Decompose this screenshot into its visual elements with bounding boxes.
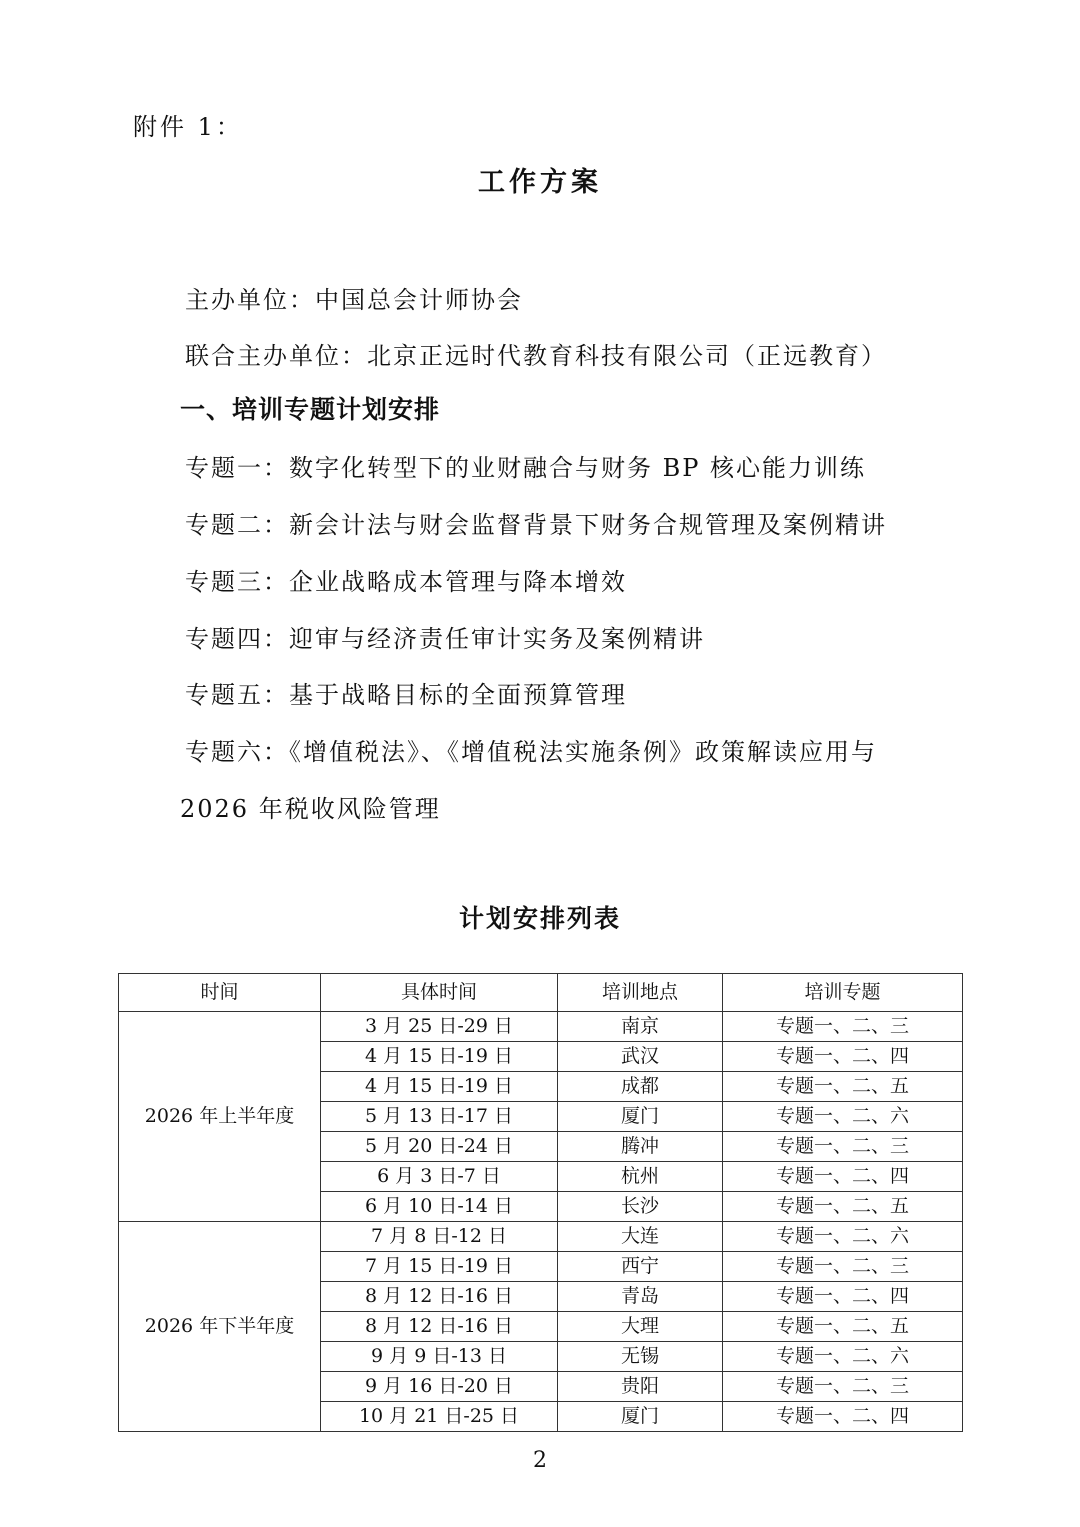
topics-cell: 专题一、二、五 bbox=[723, 1312, 963, 1342]
topic-4: 专题四：迎审与经济责任审计实务及案例精讲 bbox=[185, 625, 705, 653]
schedule-table bbox=[118, 973, 963, 1432]
location-cell: 贵阳 bbox=[558, 1372, 723, 1402]
topics-cell: 专题一、二、六 bbox=[723, 1222, 963, 1252]
location-cell: 杭州 bbox=[558, 1162, 723, 1192]
topic-2: 专题二：新会计法与财会监督背景下财务合规管理及案例精讲 bbox=[185, 511, 887, 539]
dates-cell: 9 月 9 日-13 日 bbox=[321, 1342, 558, 1372]
dates-cell: 3 月 25 日-29 日 bbox=[321, 1012, 558, 1042]
location-cell: 厦门 bbox=[558, 1402, 723, 1432]
attachment-label: 附件 1： bbox=[133, 113, 243, 141]
dates-cell: 10 月 21 日-25 日 bbox=[321, 1402, 558, 1432]
topic-6-continued: 2026 年税收风险管理 bbox=[180, 795, 441, 823]
table-row bbox=[119, 1012, 963, 1042]
topic-5: 专题五：基于战略目标的全面预算管理 bbox=[185, 681, 627, 709]
topics-cell: 专题一、二、三 bbox=[723, 1372, 963, 1402]
table-header-row bbox=[119, 974, 963, 1012]
header-location: 培训地点 bbox=[558, 974, 723, 1012]
topic-3: 专题三：企业战略成本管理与降本增效 bbox=[185, 568, 627, 596]
document-title: 工作方案 bbox=[478, 167, 602, 198]
location-cell: 青岛 bbox=[558, 1282, 723, 1312]
topics-cell: 专题一、二、四 bbox=[723, 1162, 963, 1192]
organizer: 主办单位：中国总会计师协会 bbox=[185, 286, 523, 314]
location-cell: 武汉 bbox=[558, 1042, 723, 1072]
dates-cell: 6 月 3 日-7 日 bbox=[321, 1162, 558, 1192]
period-cell: 2026 年上半年度 bbox=[119, 1012, 321, 1222]
location-cell: 大理 bbox=[558, 1312, 723, 1342]
dates-cell: 8 月 12 日-16 日 bbox=[321, 1312, 558, 1342]
topics-cell: 专题一、二、五 bbox=[723, 1072, 963, 1102]
section-heading: 一、培训专题计划安排 bbox=[180, 395, 441, 424]
period-cell: 2026 年下半年度 bbox=[119, 1222, 321, 1432]
topics-cell: 专题一、二、四 bbox=[723, 1042, 963, 1072]
location-cell: 成都 bbox=[558, 1072, 723, 1102]
topics-cell: 专题一、二、四 bbox=[723, 1282, 963, 1312]
topics-cell: 专题一、二、六 bbox=[723, 1342, 963, 1372]
location-cell: 大连 bbox=[558, 1222, 723, 1252]
page-number: 2 bbox=[533, 1448, 547, 1473]
header-dates: 具体时间 bbox=[321, 974, 558, 1012]
table-title: 计划安排列表 bbox=[458, 904, 621, 933]
dates-cell: 7 月 15 日-19 日 bbox=[321, 1252, 558, 1282]
dates-cell: 8 月 12 日-16 日 bbox=[321, 1282, 558, 1312]
header-period: 时间 bbox=[119, 974, 321, 1012]
header-topics: 培训专题 bbox=[723, 974, 963, 1012]
topics-cell: 专题一、二、六 bbox=[723, 1102, 963, 1132]
table-row bbox=[119, 1222, 963, 1252]
dates-cell: 6 月 10 日-14 日 bbox=[321, 1192, 558, 1222]
location-cell: 腾冲 bbox=[558, 1132, 723, 1162]
dates-cell: 7 月 8 日-12 日 bbox=[321, 1222, 558, 1252]
dates-cell: 4 月 15 日-19 日 bbox=[321, 1042, 558, 1072]
dates-cell: 5 月 13 日-17 日 bbox=[321, 1102, 558, 1132]
location-cell: 厦门 bbox=[558, 1102, 723, 1132]
topic-1: 专题一：数字化转型下的业财融合与财务 BP 核心能力训练 bbox=[185, 454, 867, 482]
location-cell: 长沙 bbox=[558, 1192, 723, 1222]
dates-cell: 4 月 15 日-19 日 bbox=[321, 1072, 558, 1102]
dates-cell: 5 月 20 日-24 日 bbox=[321, 1132, 558, 1162]
topics-cell: 专题一、二、五 bbox=[723, 1192, 963, 1222]
topics-cell: 专题一、二、三 bbox=[723, 1012, 963, 1042]
topic-6: 专题六：《增值税法》、《增值税法实施条例》政策解读应用与 bbox=[185, 738, 877, 766]
location-cell: 无锡 bbox=[558, 1342, 723, 1372]
co-organizer: 联合主办单位：北京正远时代教育科技有限公司（正远教育） bbox=[185, 342, 887, 370]
location-cell: 西宁 bbox=[558, 1252, 723, 1282]
topics-cell: 专题一、二、四 bbox=[723, 1402, 963, 1432]
topics-cell: 专题一、二、三 bbox=[723, 1252, 963, 1282]
topics-cell: 专题一、二、三 bbox=[723, 1132, 963, 1162]
dates-cell: 9 月 16 日-20 日 bbox=[321, 1372, 558, 1402]
location-cell: 南京 bbox=[558, 1012, 723, 1042]
